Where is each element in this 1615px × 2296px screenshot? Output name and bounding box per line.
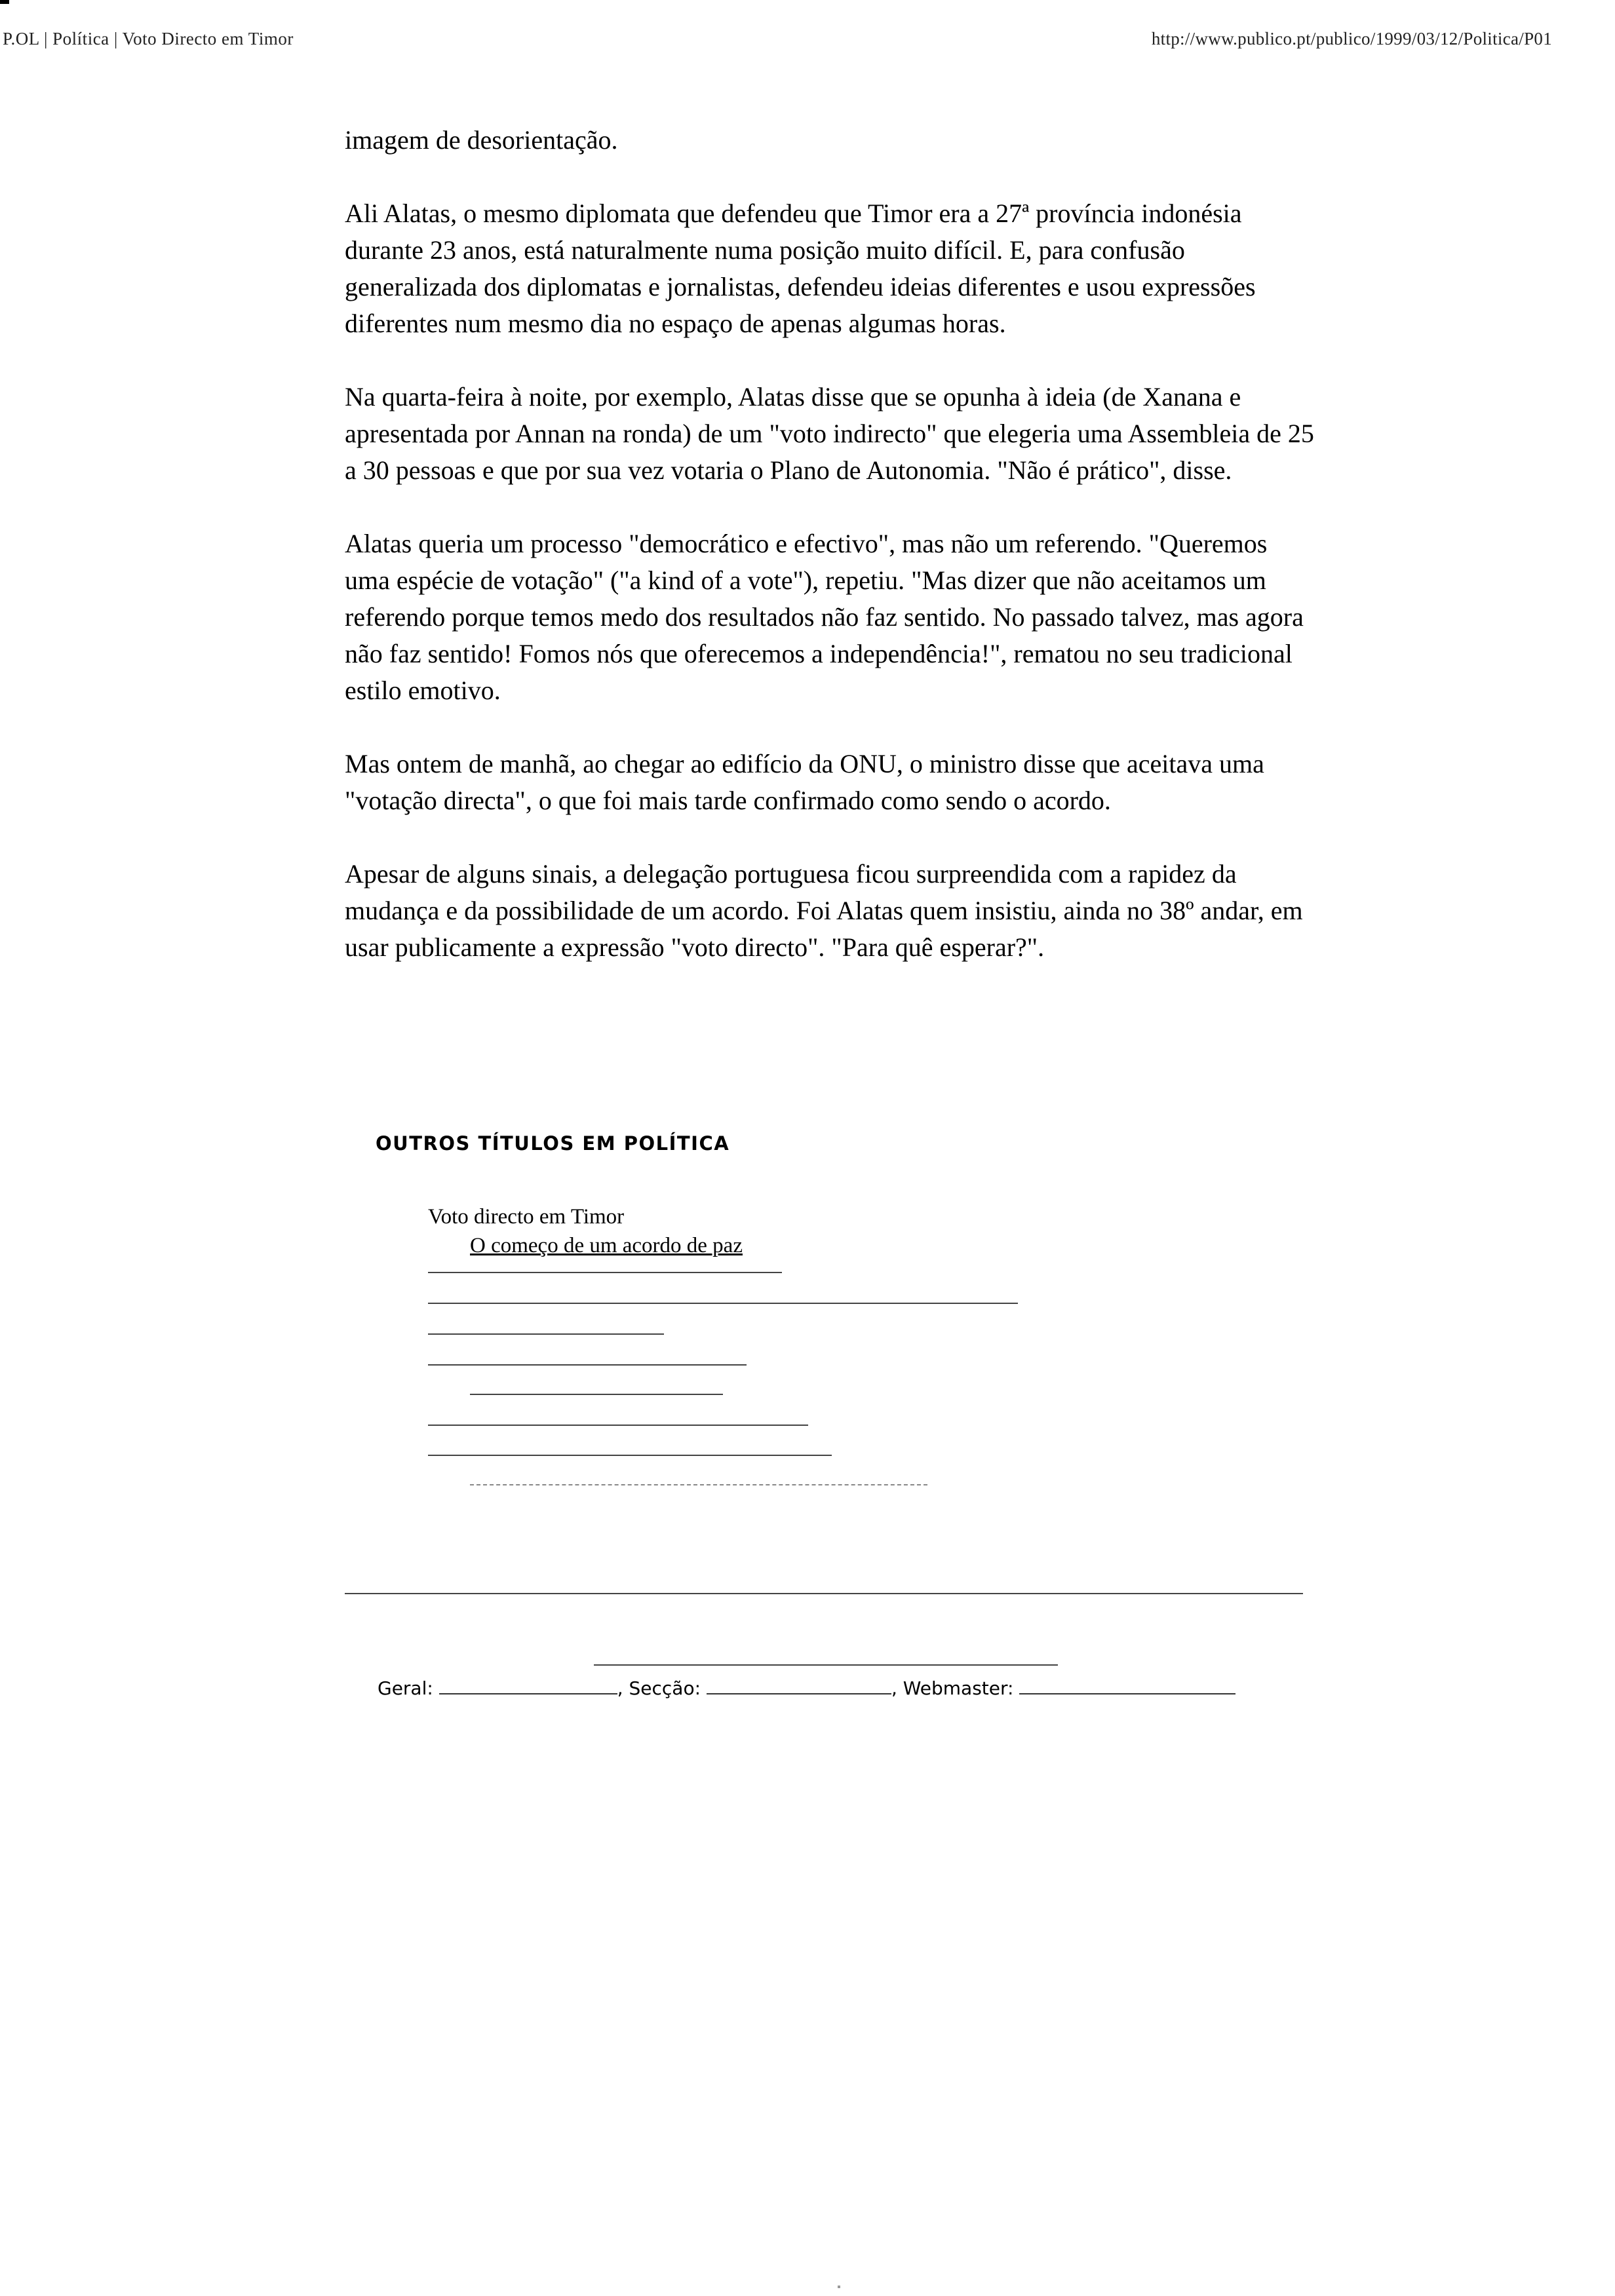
footer-seccao-label: , Secção: [617,1677,701,1699]
article-paragraph: imagem de desorientação. [345,125,618,155]
faded-link-line [428,1333,664,1335]
other-titles-heading: OUTROS TÍTULOS EM POLÍTICA [376,1132,730,1155]
article-paragraph: Mas ontem de manhã, ao chegar ao edifício da ONU, o ministro disse que aceitava uma "votação directa", o que foi mais tarde confirmado como sendo o acordo. [345,749,1264,815]
footer-geral-link[interactable] [439,1677,617,1694]
print-header-url: http://www.publico.pt/publico/1999/03/12/Politica/P01 [1151,29,1552,48]
scan-speck [838,2286,840,2288]
article-paragraph: Alatas queria um processo "democrático e efectivo", mas não um referendo. "Queremos uma espécie de votação" ("a kind of a vote"), repetiu. "Mas dizer que não aceitamos um referendo porque temos medo dos resultados não faz sentido. No passado talvez, mas agora não faz sentido! Fomos nós que oferecemos a independência!", rematou no seu tradicional estilo emotivo. [345,529,1304,705]
other-title-item: Voto directo em Timor [428,1205,625,1229]
page-separator [345,1593,1303,1594]
article-paragraph: Na quarta-feira à noite, por exemplo, Alatas disse que se opunha à ideia (de Xanana e apresentada por Annan na ronda) de um "voto indirecto" que elegeria uma Assembleia de 25 a 30 pessoas e que por sua vez votaria o Plano de Autonomia. "Não é prático", disse. [345,382,1314,485]
faded-link-line [428,1303,1018,1304]
faded-link-line [428,1425,808,1426]
article-paragraph: Apesar de alguns sinais, a delegação portuguesa ficou surpreendida com a rapidez da mudança e da possibilidade de um acordo. Foi Alatas quem insistiu, ainda no 38º andar, em usar publicamente a expressão "voto directo". "Para quê esperar?". [345,859,1303,962]
footer-seccao-link[interactable] [707,1677,891,1694]
print-header-title: P.OL | Política | Voto Directo em Timor [3,29,294,48]
faded-link-line [428,1455,832,1456]
faded-link-line [428,1364,747,1366]
article-paragraph: Ali Alatas, o mesmo diplomata que defendeu que Timor era a 27ª província indonésia durante 23 anos, está naturalmente numa posição muito difícil. E, para confusão generalizada dos diplomatas e jornalistas, defendeu ideias diferentes e usou expressões diferentes num mesmo dia no espaço de apenas algumas horas. [345,199,1256,338]
faded-link-line [428,1272,782,1273]
print-header [0,29,1615,55]
other-titles-section [376,1132,1359,1259]
footer-separator [594,1664,1058,1666]
other-title-link[interactable]: O começo de um acordo de paz [470,1234,743,1257]
article-body [345,122,1315,1003]
faded-link-line [470,1484,927,1485]
footer-geral-label: Geral: [378,1677,433,1699]
footer-contacts [378,1677,1236,1699]
footer-webmaster-link[interactable] [1019,1677,1236,1694]
faded-link-line [470,1394,723,1395]
scan-corner-mark [0,0,9,4]
footer-webmaster-label: , Webmaster: [891,1677,1014,1699]
